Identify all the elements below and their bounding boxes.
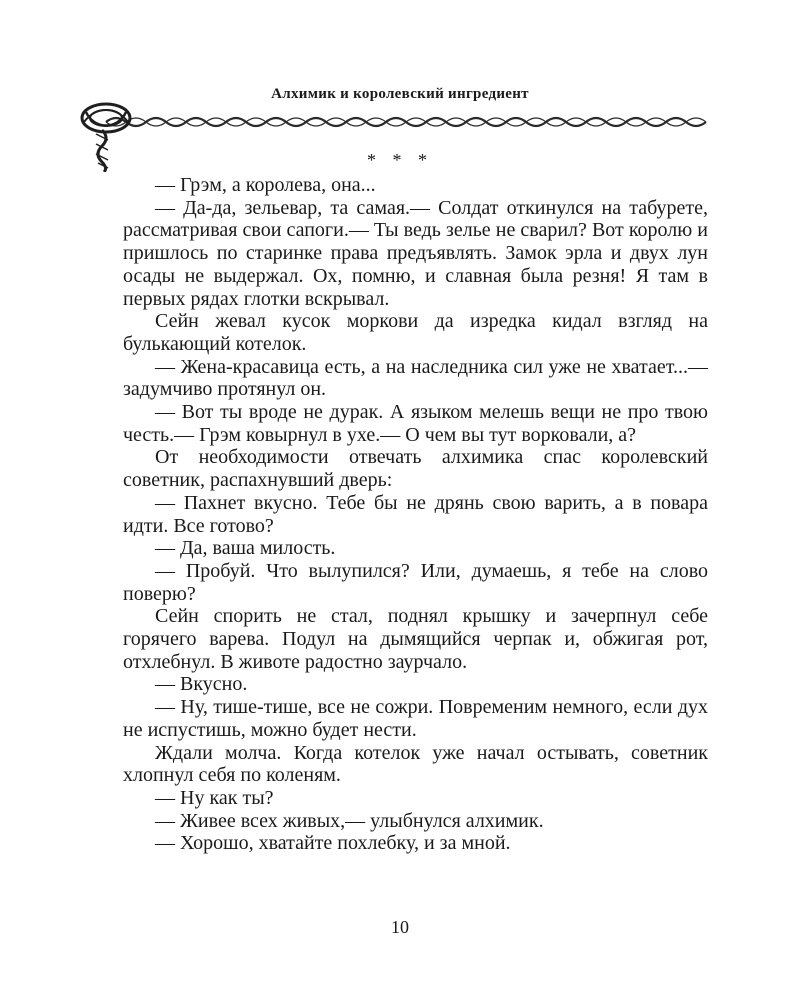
paragraph: — Грэм, а королева, она...: [155, 174, 376, 196]
paragraph: — Жена-красавица есть, а на наследника сил уже не хватает...— задумчиво протянул он.: [123, 355, 708, 401]
paragraph: — Ну, тише-тише, все не сожри. Повременим немного, если дух не испустишь, можно будет нести.: [123, 696, 708, 741]
paragraph: — Пахнет вкусно. Тебе бы не дрянь свою варить, а в повара идти. Все готово?: [123, 491, 708, 537]
paragraph: — Да-да, зельевар, та самая.— Солдат откинулся на табурете, рассматривая свои сапоги.— Ты ведь зелье не сварил? Вот королю и пришлось по старинке права предъявлять. Замок эрла и двух лун осады не выдержал. Ох, помню, и славная была резня! Я там в первых рядах глотки вскрывал.: [123, 196, 708, 310]
section-separator: * * *: [367, 150, 433, 170]
page-text: [123, 174, 708, 855]
paragraph: Ждали молча. Когда котелок уже начал остывать, советник хлопнул себя по коленям.: [123, 741, 708, 787]
paragraph: Сейн жевал кусок моркови да изредка кидал взгляд на булькающий котелок.: [123, 310, 708, 355]
paragraph: — Вот ты вроде не дурак. А языком мелешь вещи не про твою честь.— Грэм ковырнул в ухе.— О чем вы тут ворковали, а?: [123, 401, 708, 446]
page-number: 10: [391, 917, 409, 937]
paragraph: — Хорошо, хватайте похлебку, и за мной.: [155, 832, 511, 855]
paragraph: — Ну как ты?: [155, 786, 274, 809]
running-header: Алхимик и королевский ингредиент: [271, 86, 529, 102]
paragraph: — Живее всех живых,— улыбнулся алхимик.: [155, 809, 544, 832]
paragraph: — Да, ваша милость.: [155, 537, 336, 560]
paragraph: — Пробуй. Что вылупился? Или, думаешь, я тебе на слово поверю?: [123, 559, 708, 605]
paragraph: От необходимости отвечать алхимика спас королевский советник, распахнувший дверь:: [123, 446, 708, 492]
paragraph: Сейн спорить не стал, поднял крышку и зачерпнул себе горячего варева. Подул на дымящийся черпак и, обжигая рот, отхлебнул. В животе радостно заурчало.: [123, 605, 708, 673]
paragraph: — Вкусно.: [155, 673, 248, 696]
